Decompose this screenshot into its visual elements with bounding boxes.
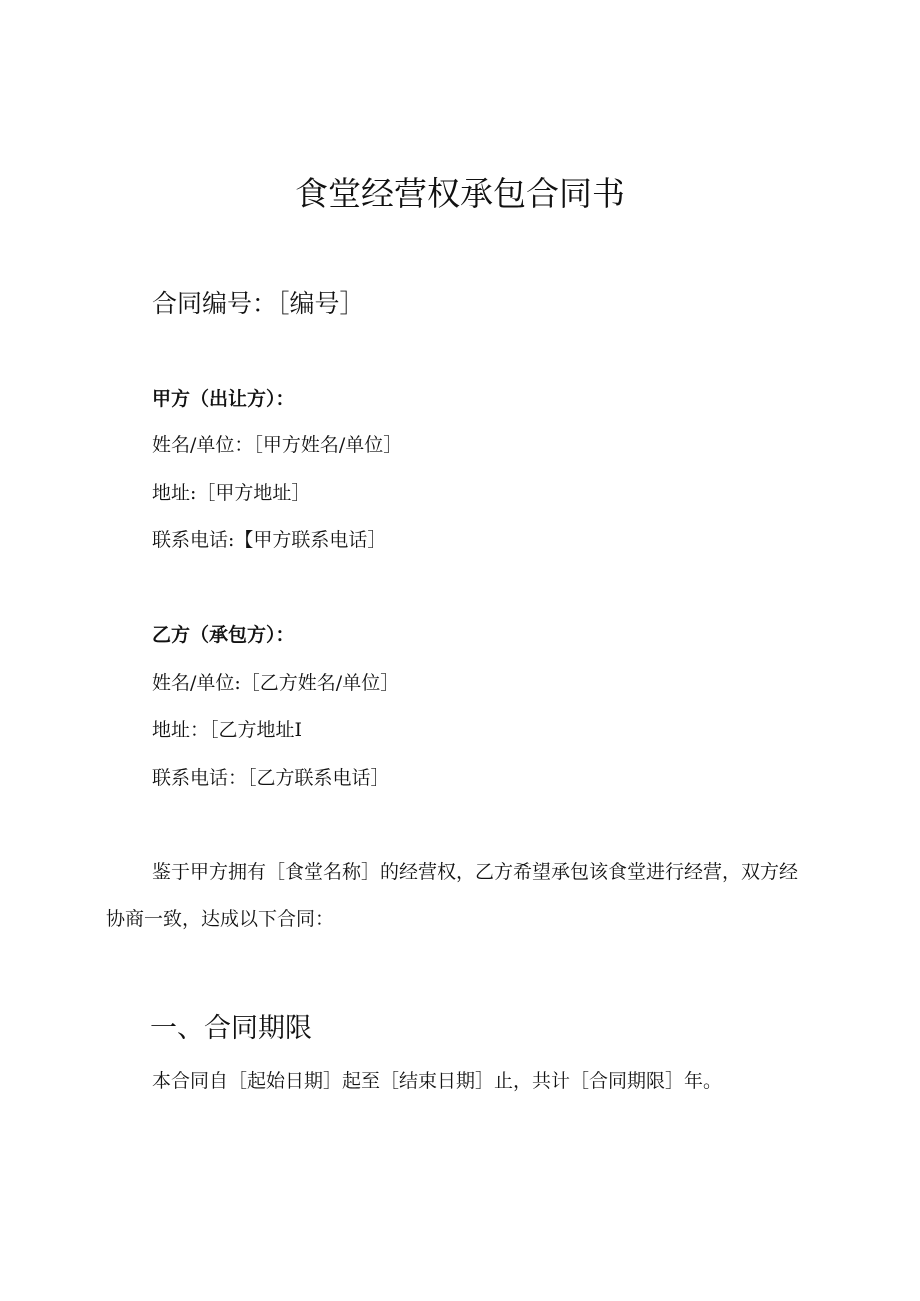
party-b-address: 地址：［乙方地址I <box>152 719 303 741</box>
party-a-phone: 联系电话:【甲方联系电话］ <box>152 529 387 551</box>
party-b-name: 姓名/单位:［乙方姓名/单位］ <box>152 672 400 694</box>
party-a-address: 地址:［甲方地址］ <box>152 482 311 504</box>
party-a-heading: 甲方（出让方）： <box>152 388 295 410</box>
party-b-phone: 联系电话：［乙方联系电话］ <box>152 767 390 789</box>
party-a-name: 姓名/单位：［甲方姓名/单位］ <box>152 434 403 456</box>
document-title: 食堂经营权承包合同书 <box>295 174 625 213</box>
party-b-heading: 乙方（承包方）： <box>152 624 295 646</box>
contract-number: 合同编号：［编号］ <box>152 289 365 318</box>
section-heading-term: 一、合同期限 <box>150 1013 312 1044</box>
preamble-paragraph: 鉴于甲方拥有［食堂名称］的经营权，乙方希望承包该食堂进行经营，双方经协商一致，达成以下合同： <box>106 861 799 930</box>
section-body-term: 本合同自［起始日期］起至［结束日期］止，共计［合同期限］年。 <box>152 1070 723 1092</box>
